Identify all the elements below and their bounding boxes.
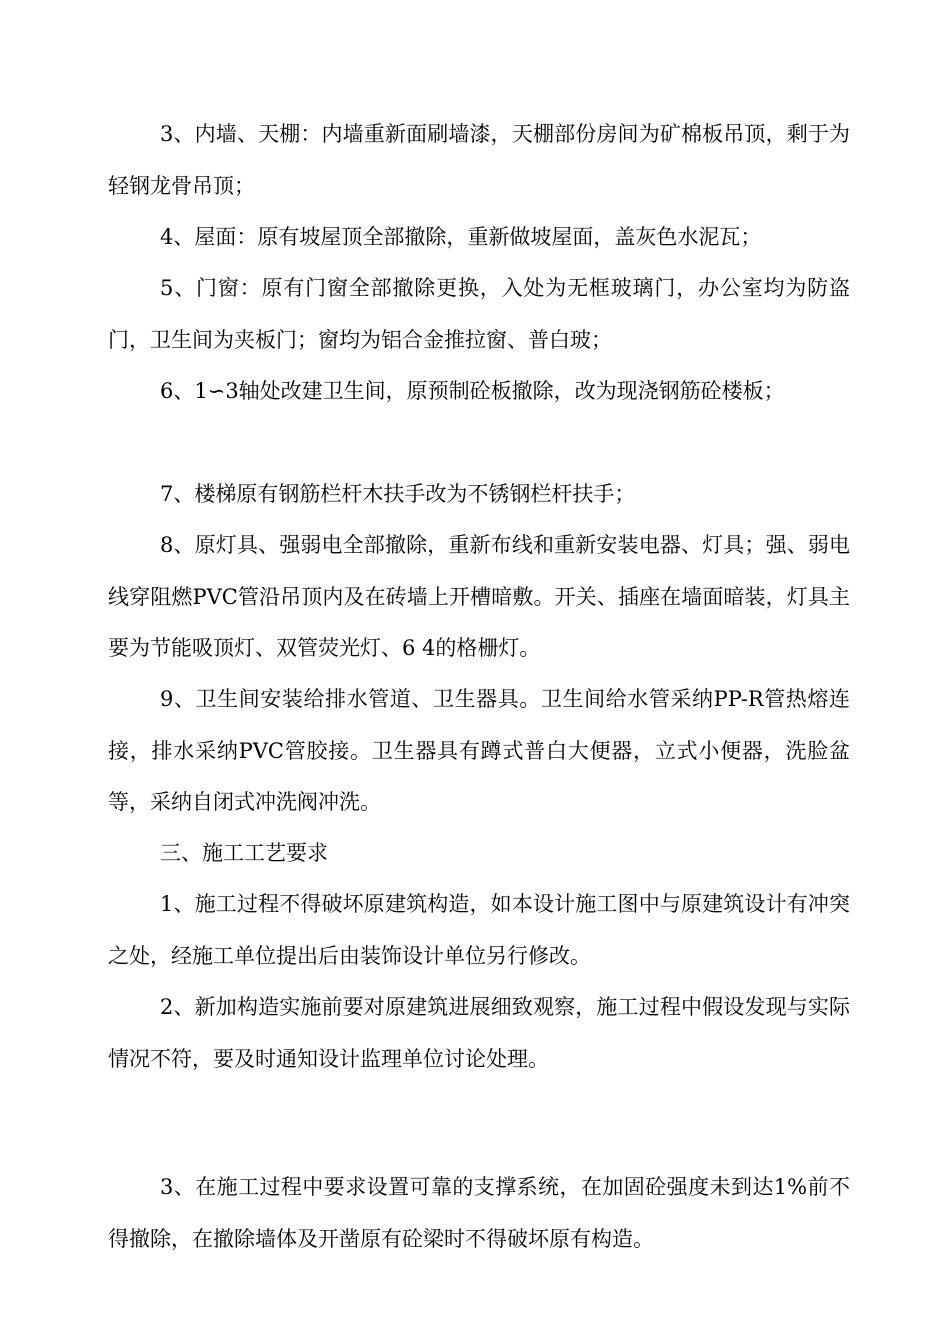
paragraph-item-5-doors-windows: 5、门窗：原有门窗全部撤除更换，入处为无框玻璃门，办公室均为防盗门，卫生间为夹板门；窗均为铝合金推拉窗、普白玻； xyxy=(108,276,850,352)
paragraph-item-9-plumbing: 9、卫生间安装给排水管道、卫生器具。卫生间给水管采纳PP-R管热熔连接，排水采纳PVC管胶接。卫生器具有蹲式普白大便器，立式小便器，洗脸盆等，采纳自闭式冲洗阀冲洗。 xyxy=(108,687,850,814)
paragraph-item-3-walls-ceiling: 3、内墙、天棚：内墙重新面刷墙漆，天棚部份房间为矿棉板吊顶，剩于为轻钢龙骨吊顶； xyxy=(108,122,850,198)
paragraph-item-4-roof: 4、屋面：原有坡屋顶全部撤除，重新做坡屋面，盖灰色水泥瓦； xyxy=(160,225,762,249)
paragraph-item-8-electrical: 8、原灯具、强弱电全部撤除，重新布线和重新安装电器、灯具；强、弱电线穿阻燃PVC管沿吊顶内及在砖墙上开槽暗敷。开关、插座在墙面暗装，灯具主要为节能吸顶灯、双管荧光灯、6 4的格栅灯。 xyxy=(108,533,850,660)
paragraph-item-6-bathroom-rebuild: 6、1∽3轴处改建卫生间，原预制砼板撤除，改为现浇钢筋砼楼板； xyxy=(160,379,785,403)
paragraph-requirement-3: 3、在施工过程中要求设置可靠的支撑系统，在加固砼强度未到达1%前不得撤除，在撤除墙体及开凿原有砼梁时不得破坏原有构造。 xyxy=(108,1175,850,1251)
paragraph-item-7-stair-railing: 7、楼梯原有钢筋栏杆木扶手改为不锈钢栏杆扶手； xyxy=(160,482,636,506)
paragraph-requirement-2: 2、新加构造实施前要对原建筑进展细致观察，施工过程中假设发现与实际情况不符，要及时通知设计监理单位讨论处理。 xyxy=(108,995,850,1071)
section-heading-construction-requirements: 三、施工工艺要求 xyxy=(160,841,328,865)
paragraph-requirement-1: 1、施工过程不得破坏原建筑构造，如本设计施工图中与原建筑设计有冲突之处，经施工单位提出后由装饰设计单位另行修改。 xyxy=(108,892,850,968)
